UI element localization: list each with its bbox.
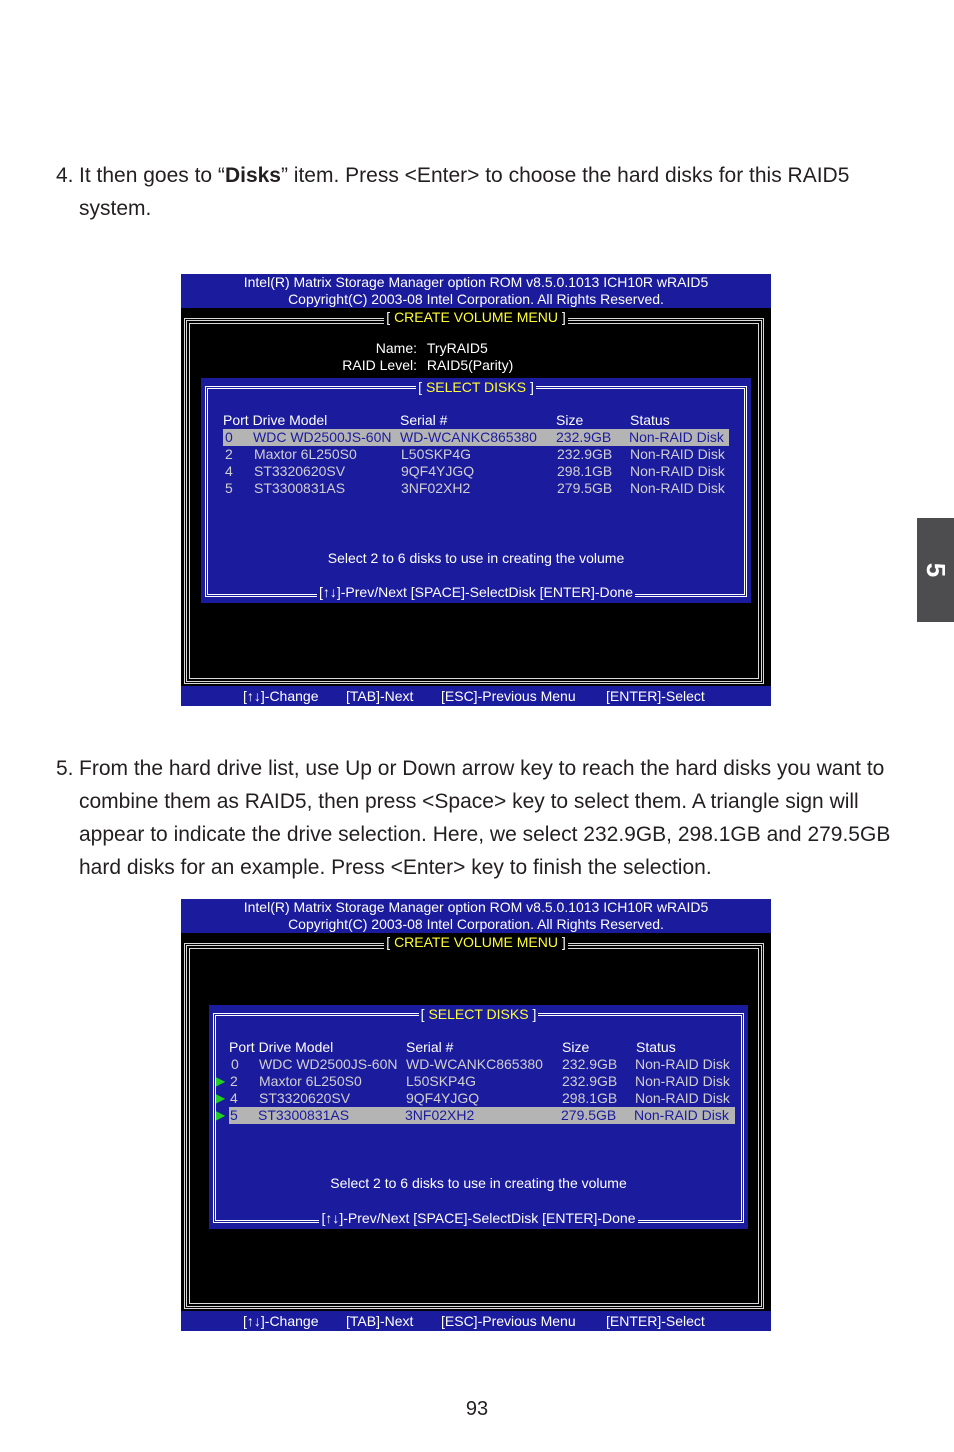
name-value: TryRAID5 bbox=[426, 340, 488, 356]
disk-size: 279.5GB bbox=[561, 1107, 617, 1123]
bios-footer bbox=[181, 1311, 771, 1331]
footer-change: [↑↓]-Change bbox=[243, 1313, 319, 1329]
disk-size: 232.9GB bbox=[556, 429, 612, 445]
disk-serial: 9QF4YJGQ bbox=[401, 463, 475, 479]
step-4-bold-disks: Disks bbox=[224, 164, 281, 187]
raid-level-value: RAID5(Parity) bbox=[426, 357, 514, 373]
dialog-title: [ SELECT DISKS ] bbox=[418, 379, 534, 395]
select-disks-dialog bbox=[209, 1005, 748, 1229]
dialog-footer-text: [↑↓]-Prev/Next [SPACE]-SelectDisk [ENTER]-Done bbox=[321, 1210, 636, 1226]
dialog-title-text: SELECT DISKS bbox=[425, 379, 527, 395]
disk-status: Non-RAID Disk bbox=[635, 1073, 730, 1089]
disk-model: WDC WD2500JS-60N bbox=[259, 1056, 398, 1072]
bios-header-line1: Intel(R) Matrix Storage Manager option ROM v8.5.0.1013 ICH10R wRAID5 bbox=[243, 274, 709, 290]
disk-model: ST3320620SV bbox=[254, 463, 346, 479]
bios-header bbox=[181, 899, 771, 933]
disk-serial: WD-WCANKC865380 bbox=[400, 429, 537, 445]
raid-level-label: RAID Level: bbox=[342, 357, 417, 373]
selected-triangle-icon: ▶ bbox=[216, 1074, 226, 1088]
disk-port: 2 bbox=[230, 1073, 238, 1089]
footer-change: [↑↓]-Change bbox=[243, 688, 319, 704]
col-port-model: Port Drive Model bbox=[223, 412, 328, 428]
disk-row[interactable] bbox=[223, 463, 729, 480]
select-disks-dialog bbox=[201, 378, 751, 603]
bios-screen-2 bbox=[181, 899, 771, 1331]
footer-previous-menu: [ESC]-Previous Menu bbox=[441, 688, 576, 704]
step-5-text: From the hard drive list, use Up or Down arrow key to reach the hard disks you want to combine them as RAID5, then press <Space> key to select them. A triangle sign will appear to indicate the drive selection. Here, we select 232.9GB, 298.1GB and 279.5GB hard disks for an example. Press <Enter> key to finish the selection. bbox=[79, 757, 891, 879]
raid-level-field bbox=[331, 357, 513, 374]
disk-row[interactable] bbox=[216, 1090, 735, 1107]
footer-next: [TAB]-Next bbox=[346, 688, 414, 704]
disk-table-header bbox=[229, 1039, 735, 1056]
col-size: Size bbox=[556, 412, 584, 428]
selected-triangle-icon: ▶ bbox=[216, 1108, 226, 1122]
disk-status: Non-RAID Disk bbox=[629, 429, 724, 445]
bios-header-line2: Copyright(C) 2003-08 Intel Corporation. All Rights Reserved. bbox=[288, 916, 664, 932]
col-status: Status bbox=[630, 412, 670, 428]
disk-serial: 9QF4YJGQ bbox=[406, 1090, 480, 1106]
chapter-tab bbox=[917, 518, 954, 622]
menu-title: [ CREATE VOLUME MENU ] bbox=[386, 934, 566, 950]
disk-serial: L50SKP4G bbox=[406, 1073, 477, 1089]
footer-select: [ENTER]-Select bbox=[606, 688, 705, 704]
dialog-title: [ SELECT DISKS ] bbox=[420, 1006, 537, 1022]
bios-header bbox=[181, 274, 771, 308]
disk-size: 279.5GB bbox=[557, 480, 613, 496]
bios-header-line2: Copyright(C) 2003-08 Intel Corporation. All Rights Reserved. bbox=[288, 291, 664, 307]
disk-model: WDC WD2500JS-60N bbox=[253, 429, 392, 445]
disk-row[interactable] bbox=[223, 446, 729, 463]
disk-port: 0 bbox=[225, 429, 233, 445]
bios-footer bbox=[181, 686, 771, 706]
disk-size: 298.1GB bbox=[557, 463, 613, 479]
disk-size: 232.9GB bbox=[562, 1056, 618, 1072]
disk-port: 4 bbox=[225, 463, 233, 479]
col-serial: Serial # bbox=[400, 412, 448, 428]
disk-status: Non-RAID Disk bbox=[630, 480, 725, 496]
menu-title: [ CREATE VOLUME MENU ] bbox=[386, 309, 566, 325]
disk-model: Maxtor 6L250S0 bbox=[259, 1073, 362, 1089]
disk-status: Non-RAID Disk bbox=[630, 446, 725, 462]
disk-status: Non-RAID Disk bbox=[635, 1090, 730, 1106]
step-4-number: 4. bbox=[56, 164, 74, 187]
disk-serial: L50SKP4G bbox=[401, 446, 472, 462]
dialog-title-text: SELECT DISKS bbox=[428, 1006, 529, 1022]
disk-serial: 3NF02XH2 bbox=[405, 1107, 475, 1123]
page-number: 93 bbox=[465, 1398, 489, 1420]
step-4-text-a: It then goes to “ bbox=[79, 164, 225, 187]
dialog-hint: Select 2 to 6 disks to use in creating the volume bbox=[330, 1175, 627, 1191]
col-size: Size bbox=[562, 1039, 590, 1055]
disk-model: ST3300831AS bbox=[254, 480, 346, 496]
disk-port: 4 bbox=[230, 1090, 238, 1106]
disk-row[interactable] bbox=[216, 1073, 735, 1090]
dialog-footer bbox=[201, 583, 751, 601]
bios-screen-1 bbox=[181, 274, 771, 706]
disk-size: 232.9GB bbox=[557, 446, 613, 462]
name-label: Name: bbox=[375, 340, 417, 356]
col-serial: Serial # bbox=[406, 1039, 454, 1055]
menu-title-text: CREATE VOLUME MENU bbox=[394, 934, 558, 950]
bios-header-line1: Intel(R) Matrix Storage Manager option ROM v8.5.0.1013 ICH10R wRAID5 bbox=[243, 899, 709, 915]
step-4-text-b: ” item. Press <Enter> to choose the hard disks for this RAID5 system. bbox=[79, 164, 850, 220]
disk-row[interactable] bbox=[216, 1107, 735, 1124]
footer-select: [ENTER]-Select bbox=[606, 1313, 705, 1329]
disk-serial: WD-WCANKC865380 bbox=[406, 1056, 543, 1072]
disk-port: 2 bbox=[225, 446, 233, 462]
disk-status: Non-RAID Disk bbox=[635, 1056, 730, 1072]
disk-serial: 3NF02XH2 bbox=[401, 480, 471, 496]
col-port-model: Port Drive Model bbox=[229, 1039, 334, 1055]
dialog-hint: Select 2 to 6 disks to use in creating the volume bbox=[327, 550, 625, 566]
disk-port: 0 bbox=[231, 1056, 239, 1072]
disk-model: ST3300831AS bbox=[258, 1107, 350, 1123]
disk-model: Maxtor 6L250S0 bbox=[254, 446, 357, 462]
disk-row[interactable] bbox=[223, 429, 729, 446]
step-5-number: 5. bbox=[56, 757, 74, 780]
disk-status: Non-RAID Disk bbox=[634, 1107, 729, 1123]
footer-previous-menu: [ESC]-Previous Menu bbox=[441, 1313, 576, 1329]
disk-status: Non-RAID Disk bbox=[630, 463, 725, 479]
disk-port: 5 bbox=[225, 480, 233, 496]
disk-size: 232.9GB bbox=[562, 1073, 618, 1089]
col-status: Status bbox=[636, 1039, 676, 1055]
footer-next: [TAB]-Next bbox=[346, 1313, 414, 1329]
disk-size: 298.1GB bbox=[562, 1090, 618, 1106]
disk-row[interactable] bbox=[223, 480, 729, 497]
chapter-number: 5 bbox=[921, 562, 951, 578]
dialog-footer bbox=[209, 1209, 748, 1227]
disk-model: ST3320620SV bbox=[259, 1090, 351, 1106]
disk-port: 5 bbox=[230, 1107, 238, 1123]
menu-title-text: CREATE VOLUME MENU bbox=[394, 309, 558, 325]
name-field bbox=[331, 340, 488, 357]
disk-table-header bbox=[223, 412, 729, 429]
selected-triangle-icon: ▶ bbox=[216, 1091, 226, 1105]
disk-row[interactable] bbox=[229, 1056, 735, 1073]
dialog-footer-text: [↑↓]-Prev/Next [SPACE]-SelectDisk [ENTER]-Done bbox=[318, 584, 634, 600]
